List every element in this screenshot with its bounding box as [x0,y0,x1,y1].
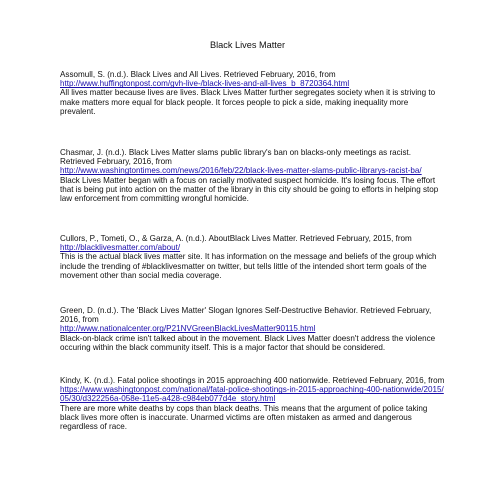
entry-annotation: Black-on-black crime isn't talked about in the movement. Black Lives Matter doesn't address the violence occuring within the black community itself. This is a major factor that should be considered. [60,333,436,352]
entry-annotation: This is the actual black lives matter site. It has information on the message and beliefs of the group which include the trending of #blacklivesmatter on twitter, but tells little of the intended short term goals of the movement other than social media coverage. [60,252,437,280]
entry-annotation: There are more white deaths by cops than black deaths. This means that the argument of police taking black lives more often is inaccurate. Unarmed victims are often mistaken as armed and dangerous regardless of race. [60,403,428,432]
bibliography-entry [60,306,445,352]
bibliography-entry [60,148,445,203]
entry-link[interactable]: http://www.washingtontimes.com/news/2016/feb/22/black-lives-matter-slams-public-librarys-racist-ba/ [60,166,422,176]
entry-citation: Chasmar, J. (n.d.). Black Lives Matter slams public library's ban on blacks-only meetings as racist. Retrieved February, 2016, from [60,148,412,167]
bibliography-entry [60,376,445,431]
entry-link[interactable]: http://blacklivesmatter.com/about/ [60,243,181,253]
document-title: Black Lives Matter [209,40,286,50]
entry-citation: Kindy, K. (n.d.). Fatal police shootings in 2015 approaching 400 nationwide. Retrieved February, 2016, from [60,376,445,385]
bibliography-entry [60,234,445,280]
bibliography-entry [60,70,445,116]
entry-annotation: Black Lives Matter began with a focus on racially motivated suspect homicide. It's losing focus. The effort that is being put into action on the matter of the library in this city should be going to efforts in helping stop law enforcement from committing wrongful homicide. [60,175,439,204]
entry-citation: Cullors, P., Tometi, O., & Garza, A. (n.d.). AboutBlack Lives Matter. Retrieved February, 2015, from [60,234,412,243]
entry-link[interactable]: https://www.washingtonpost.com/national/fatal-police-shootings-in-2015-approaching-400-nationwide/2015/05/30/d322256a-058e-11e5-a428-c984eb077d4e_story.html [60,385,444,404]
entry-citation: Green, D. (n.d.). The 'Black Lives Matter' Slogan Ignores Self-Destructive Behavior. Retrieved February, 2016, from [60,306,432,325]
entry-annotation: All lives matter because lives are lives. Black Lives Matter further segregates society when it is striving to make matters more equal for black people. It forces people to pick a side, making inequality more prevalent. [60,88,436,116]
entry-link[interactable]: http://www.nationalcenter.org/P21NVGreenBlackLivesMatter90115.html [60,324,316,334]
entry-link[interactable]: http://www.huffingtonpost.com/gvh-live-/black-lives-and-all-lives_b_8720364.html [60,79,350,89]
entry-citation: Assomull, S. (n.d.). Black Lives and All Lives. Retrieved February, 2016, from [60,70,336,79]
